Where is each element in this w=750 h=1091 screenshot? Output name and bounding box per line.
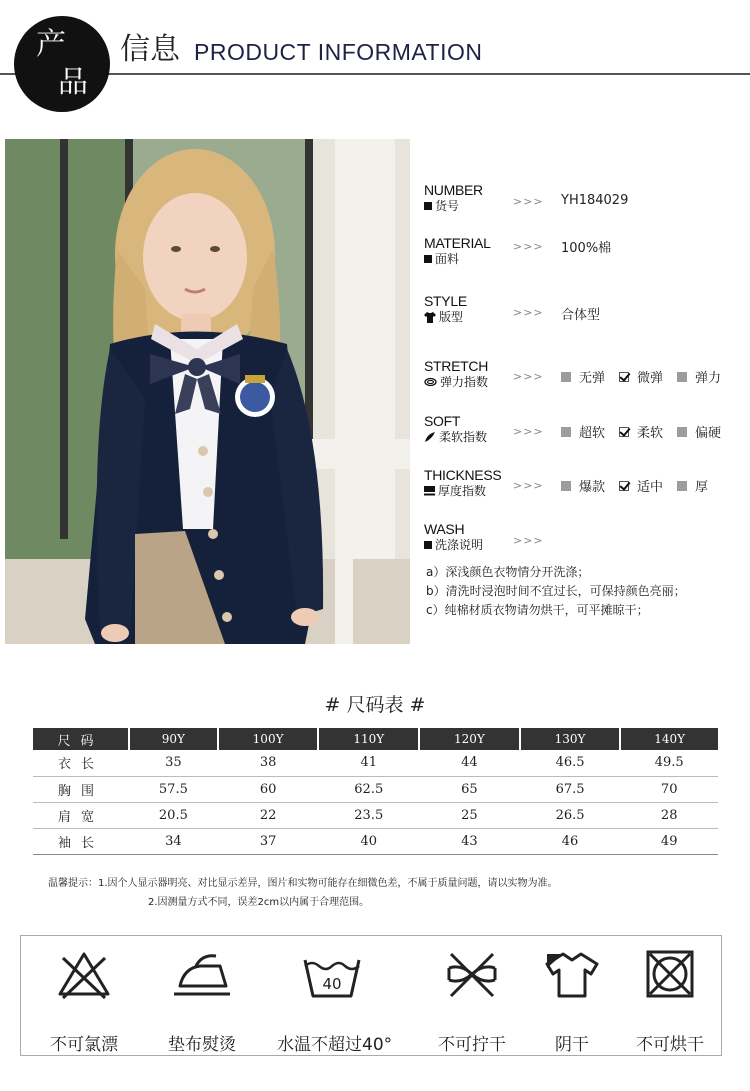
row-label: 胸围	[33, 776, 129, 802]
spec-wash-arrows: >>>	[513, 534, 544, 547]
checkbox-icon	[561, 372, 571, 382]
wash-notes	[426, 563, 686, 620]
iron-with-cloth-icon	[170, 946, 234, 1002]
tshirt-icon	[424, 312, 436, 323]
spec-wash-cn	[424, 538, 483, 552]
soft-option-selected	[619, 422, 677, 441]
header-title-cn: 信息	[120, 32, 180, 67]
spec-thickness-en: THICKNESS	[424, 467, 502, 483]
care-label: 不可拧干	[438, 1035, 506, 1055]
header-cell: 110Y	[318, 728, 419, 750]
spec-wash-cn-text: 洗涤说明	[435, 538, 484, 552]
stretch-option-selected	[619, 367, 677, 386]
soft-option-label: 偏硬	[695, 426, 722, 441]
square-bullet-icon	[424, 255, 432, 263]
spec-soft-cn-text: 柔软指数	[439, 430, 488, 444]
table-row	[33, 828, 718, 854]
header-cell: 尺码	[33, 728, 129, 750]
care-label: 不可氯漂	[50, 1035, 118, 1055]
care-item-wash-40	[277, 946, 393, 1055]
thickness-option-label: 适中	[637, 480, 664, 495]
table-cell: 22	[218, 802, 319, 828]
table-cell: 62.5	[318, 776, 419, 802]
soft-options	[561, 422, 735, 441]
checkbox-icon	[561, 427, 571, 437]
spec-material-cn-text: 面料	[435, 252, 460, 266]
spec-soft-cn	[424, 430, 487, 444]
spec-style-cn	[424, 310, 463, 324]
feather-icon	[424, 431, 436, 443]
spec-material-value: 100%棉	[561, 241, 612, 256]
checkbox-icon	[561, 481, 571, 491]
header-cell: 120Y	[419, 728, 520, 750]
table-row	[33, 802, 718, 828]
spec-number-value: YH184029	[561, 193, 629, 208]
checkbox-checked-icon	[619, 372, 629, 382]
wash-note: a）深浅颜色衣物情分开洗涤；	[426, 565, 590, 579]
care-item-iron	[147, 946, 257, 1055]
table-row	[33, 750, 718, 776]
table-cell: 49	[620, 828, 718, 854]
spec-soft-en: SOFT	[424, 413, 461, 429]
wash-note: b）清洗时浸泡时间不宜过长，可保持颜色亮丽；	[426, 584, 686, 598]
table-cell: 46	[520, 828, 621, 854]
checkbox-checked-icon	[619, 427, 629, 437]
spec-number-cn	[424, 199, 459, 213]
table-cell: 35	[129, 750, 218, 776]
table-cell: 25	[419, 802, 520, 828]
shade-dry-icon	[543, 946, 601, 1002]
table-cell: 40	[318, 828, 419, 854]
tip-note-1: 温馨提示：1.因个人显示器明亮、对比显示差异，图片和实物可能存在细微色差，不属于质量问题，请以实物为准。	[48, 878, 558, 889]
header-cell: 130Y	[520, 728, 621, 750]
header-cell: 100Y	[218, 728, 319, 750]
table-cell: 26.5	[520, 802, 621, 828]
spec-material-en: MATERIAL	[424, 235, 491, 251]
care-instructions	[20, 935, 722, 1056]
table-cell: 60	[218, 776, 319, 802]
care-item-no-wring	[417, 946, 527, 1055]
no-bleach-icon	[55, 946, 113, 1002]
table-cell: 43	[419, 828, 520, 854]
thickness-option-label: 爆款	[579, 480, 606, 495]
table-cell: 23.5	[318, 802, 419, 828]
stretch-option-label: 微弹	[637, 371, 664, 386]
badge-char-bottom: 品	[58, 65, 88, 100]
spec-number-cn-text: 货号	[435, 199, 460, 213]
spec-wash-en: WASH	[424, 521, 465, 537]
thickness-options	[561, 476, 735, 495]
table-cell: 34	[129, 828, 218, 854]
header-title-en: PRODUCT INFORMATION	[194, 39, 483, 65]
checkbox-icon	[677, 372, 687, 382]
spec-style-arrows: >>>	[513, 306, 544, 319]
badge-char-top: 产	[36, 27, 66, 62]
care-label: 阴干	[555, 1035, 589, 1055]
thickness-option	[561, 476, 619, 495]
table-cell: 20.5	[129, 802, 218, 828]
care-item-no-bleach	[29, 946, 139, 1055]
table-cell: 28	[620, 802, 718, 828]
spec-style-cn-text: 版型	[439, 310, 464, 324]
thickness-layers-icon	[424, 486, 435, 496]
stretch-option-label: 弹力	[695, 371, 722, 386]
soft-option-label: 柔软	[637, 426, 664, 441]
no-wring-icon	[443, 946, 501, 1002]
table-cell: 65	[419, 776, 520, 802]
size-table-title: # 尺码表 #	[324, 694, 426, 716]
spec-number-arrows: >>>	[513, 195, 544, 208]
stretch-option	[677, 367, 735, 386]
row-label: 肩宽	[33, 802, 129, 828]
soft-option-label: 超软	[579, 426, 606, 441]
header-divider	[0, 73, 750, 75]
stretch-option	[561, 367, 619, 386]
tip-note-2: 2.因测量方式不同，误差2cm以内属于合理范围。	[148, 897, 370, 908]
product-photo	[5, 139, 410, 644]
stretch-options	[561, 367, 735, 386]
spec-thickness-arrows: >>>	[513, 479, 544, 492]
care-label: 水温不超过40°	[277, 1035, 393, 1055]
checkbox-checked-icon	[619, 481, 629, 491]
spec-stretch-cn	[424, 375, 488, 389]
square-bullet-icon	[424, 541, 432, 549]
checkbox-icon	[677, 481, 687, 491]
wash-note: c）纯棉材质衣物请勿烘干，可平摊晾干；	[426, 603, 649, 617]
table-cell: 57.5	[129, 776, 218, 802]
thickness-option	[677, 476, 735, 495]
no-tumble-dry-icon	[644, 946, 696, 1002]
square-bullet-icon	[424, 202, 432, 210]
spec-stretch-arrows: >>>	[513, 370, 544, 383]
table-row	[33, 776, 718, 802]
spec-style-value: 合体型	[561, 308, 601, 323]
thickness-option-selected	[619, 476, 677, 495]
spec-soft-arrows: >>>	[513, 425, 544, 438]
care-item-shade-dry	[517, 946, 627, 1055]
header-cell: 90Y	[129, 728, 218, 750]
size-table-header	[33, 728, 718, 750]
stretch-spring-icon	[424, 377, 437, 387]
table-cell: 46.5	[520, 750, 621, 776]
table-cell: 37	[218, 828, 319, 854]
stretch-option-label: 无弹	[579, 371, 606, 386]
table-cell: 49.5	[620, 750, 718, 776]
thickness-option-label: 厚	[695, 480, 709, 495]
care-item-no-tumble-dry	[615, 946, 725, 1055]
table-cell: 70	[620, 776, 718, 802]
table-cell: 67.5	[520, 776, 621, 802]
wash-40-icon	[301, 946, 363, 1002]
soft-option	[561, 422, 619, 441]
care-label: 垫布熨烫	[168, 1035, 236, 1055]
soft-option	[677, 422, 735, 441]
table-cell: 41	[318, 750, 419, 776]
table-cell: 38	[218, 750, 319, 776]
row-label: 袖长	[33, 828, 129, 854]
spec-material-cn	[424, 252, 459, 266]
size-table	[33, 728, 718, 855]
spec-stretch-en: STRETCH	[424, 358, 489, 374]
spec-material-arrows: >>>	[513, 240, 544, 253]
spec-thickness-cn	[424, 484, 486, 498]
spec-number-en: NUMBER	[424, 182, 483, 198]
checkbox-icon	[677, 427, 687, 437]
care-label: 不可烘干	[636, 1035, 704, 1055]
spec-thickness-cn-text: 厚度指数	[438, 484, 487, 498]
spec-stretch-cn-text: 弹力指数	[440, 375, 489, 389]
wash-temp: 40	[322, 975, 342, 993]
header-cell: 140Y	[620, 728, 718, 750]
spec-style-en: STYLE	[424, 293, 467, 309]
product-badge	[14, 16, 110, 112]
table-cell: 44	[419, 750, 520, 776]
row-label: 衣长	[33, 750, 129, 776]
